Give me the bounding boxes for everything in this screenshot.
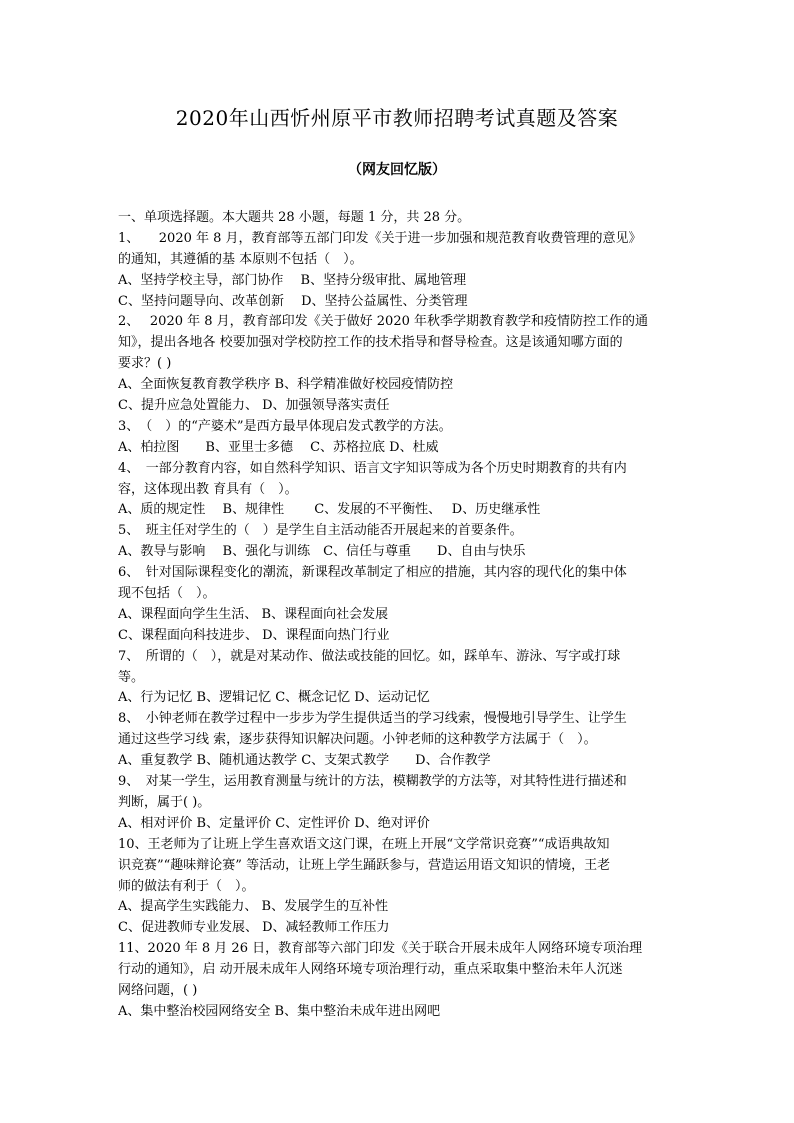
question-1-stem-cont: 的通知，其遵循的基 本原则不包括（ ）。 [118,251,363,267]
question-10-stem-end: 师的做法有利于（ ）。 [118,878,255,894]
question-6-stem: 6、 针对国际课程变化的潮流，新课程改革制定了相应的措施，其内容的现代化的集中体 [118,565,627,581]
question-11-stem-cont: 行动的通知》，启 动开展未成年人网络环境专项治理行动，重点采取集中整治未年人沉迷 [118,962,623,978]
question-2-stem-cont: 知》，提出各地各 校要加强对学校防控工作的技术指导和督导检查。这是该通知哪方面的 [118,335,623,351]
question-5-stem: 5、 班主任对学生的（ ）是学生自主活动能否开展起来的首要条件。 [118,523,523,539]
question-5-options: A、教导与影响 B、强化与训练 C、信任与尊重 D、自由与快乐 [118,544,526,560]
question-7-stem: 7、 所谓的（ ），就是对某动作、做法或技能的回忆。如，踩单车、游泳、写字或打球 [118,648,621,664]
question-3-stem: 3、 （ ）的“产婆术”是西方最早体现启发式教学的方法。 [118,418,452,434]
question-2-options-ab: A、全面恢复教育教学秩序 B、科学精准做好校园疫情防控 [118,377,454,393]
question-8-stem-cont: 通过这些学习线 索，逐步获得知识解决问题。小钟老师的这种教学方法属于（ ）。 [118,732,597,748]
question-10-options-cd: C、促进教师专业发展、 D、减轻教师工作压力 [118,920,390,936]
question-11-stem: 11、2020 年 8 月 26 日，教育部等六部门印发《关于联合开展未成年人网络环境专项治理 [118,941,643,957]
document-body [118,208,676,1023]
question-8-stem: 8、 小钟老师在教学过程中一步步为学生提供适当的学习线索，慢慢地引导学生、让学生 [118,711,627,727]
question-1-options-ab: A、坚持学校主导，部门协作 B、坚持分级审批、属地管理 [118,272,467,288]
question-10-stem-cont: 识竞赛”“趣味辩论赛” 等活动，让班上学生踊跃参与，营造运用语文知识的情境，王老 [118,857,611,873]
question-1-options-cd: C、坚持问题导向、改革创新 D、坚持公益属性、分类管理 [118,293,468,309]
question-2-stem: 2、 2020 年 8 月，教育部印发《关于做好 2020 年秋季学期教育教学和疫情防控工作的通 [118,314,649,330]
question-9-stem: 9、 对某一学生，运用教育测量与统计的方法，模糊教学的方法等，对其特性进行描述和 [118,774,627,790]
question-4-options: A、质的规定性 B、规律性 C、发展的不平衡性、 D、历史继承性 [118,502,541,518]
document-subtitle: （网友回忆版） [348,162,446,178]
section-heading: 一、单项选择题。本大题共 28 小题，每题 1 分，共 28 分。 [118,210,471,225]
question-6-stem-cont: 现不包括（ ）。 [118,586,216,602]
question-9-options: A、相对评价 B、定量评价 C、定性评价 D、绝对评价 [118,815,430,831]
question-3-options: A、柏拉图 B、亚里士多德 C、苏格拉底 D、杜威 [118,439,439,455]
question-9-stem-cont: 判断，属于( )。 [118,794,211,810]
question-11-options-ab: A、集中整治校园网络安全 B、集中整治未成年进出网吧 [118,1003,441,1019]
question-2-options-cd: C、提升应急处置能力、 D、加强领导落实责任 [118,398,390,414]
question-2-stem-end: 要求？( ) [118,356,172,372]
question-1-stem: 1、 2020 年 8 月，教育部等五部门印发《关于进一步加强和规范教育收费管理的意见》 [118,230,642,246]
question-4-stem: 4、 一部分教育内容，如自然科学知识、语言文字知识等成为各个历史时期教育的共有内 [118,460,627,476]
question-6-options-ab: A、课程面向学生生活、 B、课程面向社会发展 [118,606,389,622]
question-11-stem-end: 网络问题，( ) [118,982,198,998]
question-10-stem: 10、王老师为了让班上学生喜欢语文这门课，在班上开展“文学常识竞赛”“成语典故知 [118,836,610,852]
question-8-options: A、重复教学 B、随机通达教学 C、支架式教学 D、合作教学 [118,753,491,769]
question-7-stem-cont: 等。 [118,669,145,685]
question-10-options-ab: A、提高学生实践能力、 B、发展学生的互补性 [118,899,389,915]
question-6-options-cd: C、课程面向科技进步、 D、课程面向热门行业 [118,627,390,643]
question-4-stem-cont: 容，这体现出教 育具有（ ）。 [118,481,298,497]
question-7-options: A、行为记忆 B、逻辑记忆 C、概念记忆 D、运动记忆 [118,690,430,706]
document-title: 2020年山西忻州原平市教师招聘考试真题及答案 [175,106,619,130]
